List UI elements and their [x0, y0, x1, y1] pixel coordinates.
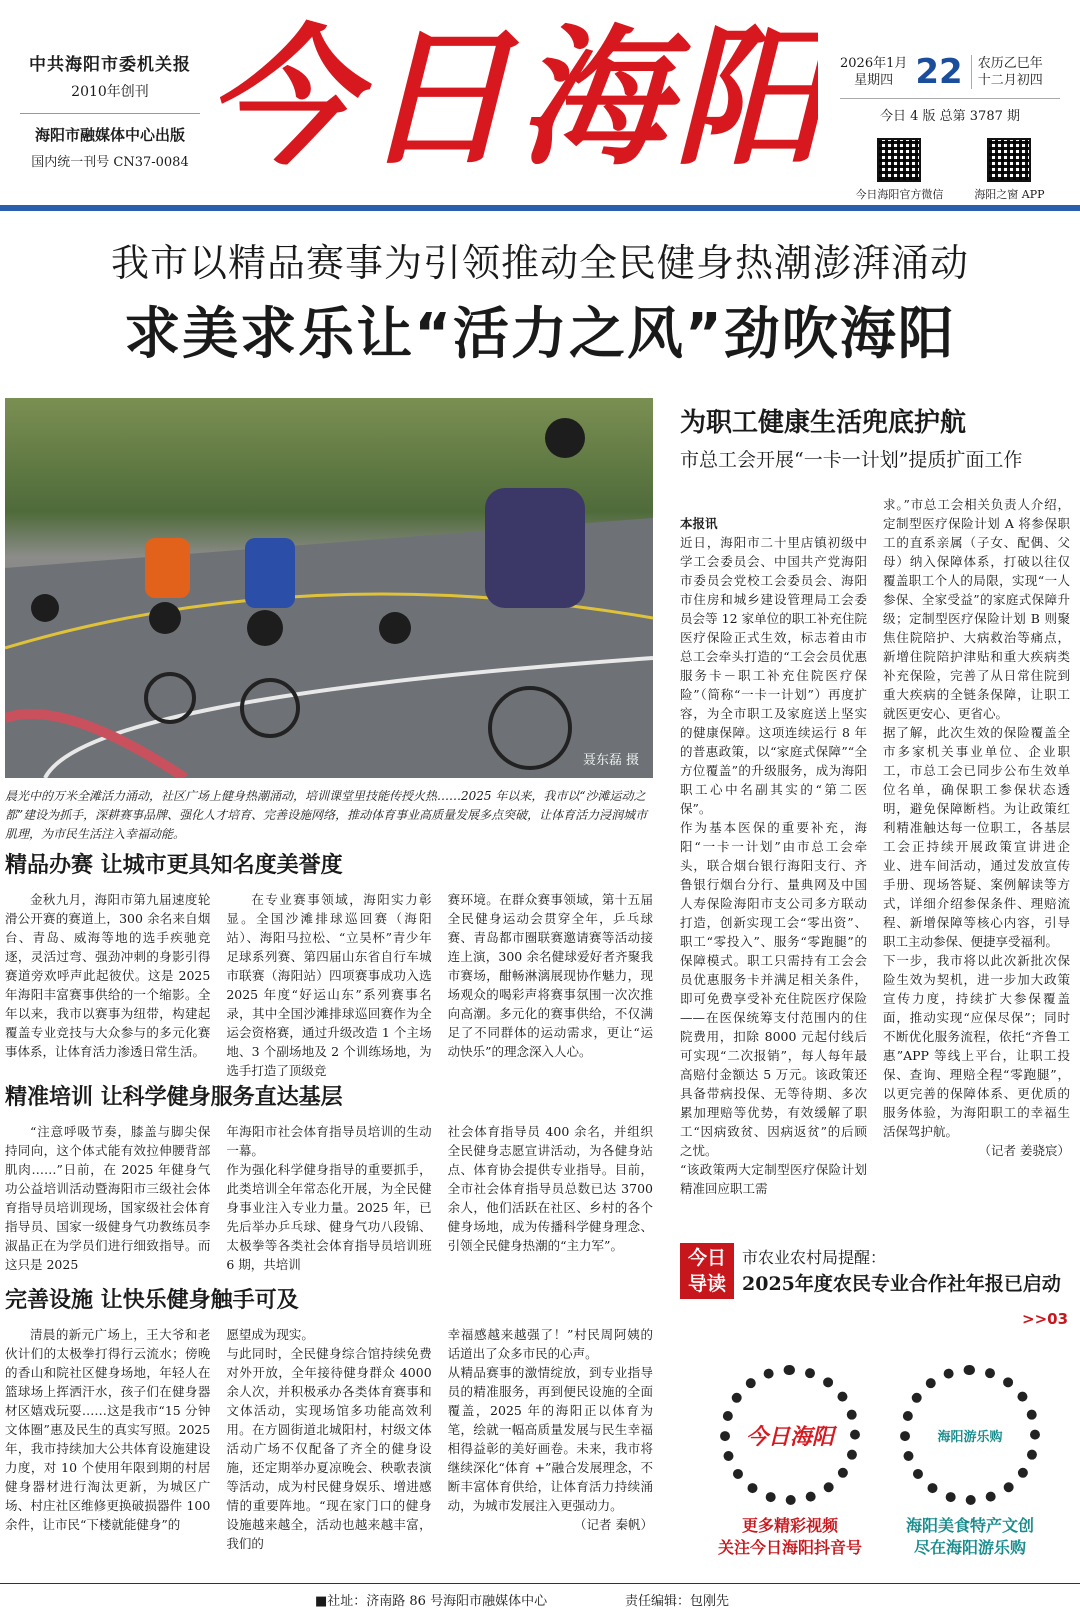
today-guide[interactable] — [680, 1243, 1070, 1303]
date-day: 22 — [915, 52, 963, 92]
youlegou-promo[interactable] — [880, 1365, 1060, 1559]
wechat-qr-icon[interactable] — [877, 138, 921, 182]
promo1-caption1: 更多精彩视频 — [741, 1516, 838, 1535]
section1-col1: 金秋九月，海阳市第九届速度轮滑公开赛的赛道上，300 余名来自烟台、青岛、威海等地的选手疾驰竞逐，灵活过弯、强劲冲刺的身影引得赛道旁欢呼声此起彼伏。这是 2025 年海阳丰富赛事供给的一个缩影。全年以来，我市以赛事为纽带，构建起覆盖专业竞技与大众参与的多元化赛事体系，让体育活力渗透日常生活。 — [5, 892, 211, 1059]
youlegou-qr-icon[interactable] — [900, 1365, 1040, 1505]
qr-caption-app: 海阳之窗 APP — [974, 188, 1045, 201]
section3-title: 完善设施 让快乐健身触手可及 — [5, 1288, 299, 1313]
issn: 国内统一刊号 CN37-0084 — [31, 155, 189, 170]
section3-col1: 清晨的新元广场上，王大爷和老伙计们的太极拳打得行云流水；傍晚的香山和院社区健身场地，年轻人在篮球场上挥洒汗水，孩子们在健身器材区嬉戏玩耍……这是我市“15 分钟文体圈”惠及民生的真实写照。2025 年，我市持续加大公共体育设施建设力度，对 10 个使用年限到期的村居健身器材进行淘汰更新，为城区广场、村庄社区维修更换破损器件 100 余件，让市民“下楼就能健身”的 — [5, 1327, 211, 1532]
douyin-promo[interactable] — [700, 1365, 880, 1559]
lead-headline: 求美求乐让“活力之风”劲吹海阳 — [124, 302, 956, 367]
right-col1: 近日，海阳市二十里店镇初级中学工会委员会、中国共产党海阳市委员会党校工会委员会、海阳市住房和城乡建设管理局工会委员会等 12 家单位的职工补充住院医疗保险正式生效，标志着由市总工会牵头打造的“工会会员优惠服务卡－职工补充住院医疗保险”（简称“一卡一计划”）再度扩容，为全市职工及家庭送上坚实的健康保障。这项连续运行 8 年的普惠政策，以“家庭式保障”“全方位覆盖”的升级服务，成为海阳职工心中名副其实的“第二医保”。 作为基本医保的重要补充，海阳“一卡一计划”由市总工会牵头，联合烟台银行海阳支行、齐鲁银行烟台分行、量典网及中国人寿保险海阳市支公司多方联动打造，创新实现工会“零出资”、职工“零投入”、服务“零跑腿”的保障模式。职工只需持有工会会员优惠服务卡并满足相关条件，即可免费享受补充住院医疗保险——在医保统筹支付范围内的住院费用，扣除 8000 元起付线后可实现“二次报销”，每人每年最高赔付金额达 5 万元。该政策还具备带病投保、无等待期、多次累加理赔等优势，有效缓解了职工“因病致贫、因病返贫”的后顾之忧。 “该政策两大定制型医疗保险计划精准回应职工需 — [680, 535, 867, 1196]
section2-title: 精准培训 让科学健身服务直达基层 — [5, 1085, 343, 1110]
section2-col2: 年海阳市社会体育指导员培训的生动一幕。 作为强化科学健身指导的重要抓手，此类培训全年常态化开展，为全民健身事业注入专业力量。2025 年，已先后举办乒乓球、健身气功八段锦、太极拳等各类社会体育指导员培训班 6 期，共培训 — [226, 1124, 432, 1272]
publisher: 海阳市融媒体中心出版 — [34, 126, 185, 144]
section3-byline: （记者 秦帆） — [574, 1517, 653, 1532]
promo2-logo: 海阳游乐购 — [937, 1429, 1003, 1445]
guide-badge: 今日 导读 — [680, 1243, 734, 1299]
photo-caption: 晨光中的万米全滩活力涌动，社区广场上健身热潮涌动，培训课堂里技能传授火热……2025 年以来，我市以“沙滩运动之都”建设为抓手，深耕赛事品牌、强化人才培育、完善设施网络，推动体育事业高质量发展多点突破，让体育活力浸润城市肌理，为市民生活注入幸福动能。 — [5, 789, 648, 841]
footer-address: ■社址：济南路 86 号海阳市融媒体中心 — [315, 1594, 548, 1609]
section2-col1: “注意呼吸节奏，膝盖与脚尖保持同向，这个体式能有效拉伸腰背部肌肉……”日前，在 2025 年健身气功公益培训活动暨海阳市三级社会体育指导员培训现场，国家级社会体育指导员、国家一级健身气功教练员李淑晶正在为学员们进行细致指导。而这只是 2025 — [5, 1124, 211, 1272]
guide-line1: 市农业农村局提醒： — [742, 1248, 887, 1267]
masthead-left — [20, 50, 200, 170]
app-qr-icon[interactable] — [987, 138, 1031, 182]
newspaper-logo — [218, 0, 818, 175]
footer-rule — [0, 1583, 1080, 1584]
lead-tag: 本报讯 — [680, 516, 718, 531]
section3-col2: 愿望成为现实。 与此同时，全民健身综合馆持续免费对外开放，全年接待健身群众 4000 余人次，并积极承办各类体育赛事和文体活动，实现场馆多功能高效利用。在方圆街道北城阳村，村级文体活动广场不仅配备了齐全的健身设施，还定期举办夏凉晚会、秧歌表演等活动，成为村民健身娱乐、增进感情的重要阵地。“现在家门口的健身设施越来越全，活动也越来越丰富，我们的 — [226, 1327, 432, 1551]
logo-text: 今日海阳 — [218, 10, 818, 175]
right-col2: 求。”市总工会相关负责人介绍，定制型医疗保险计划 A 将参保职工的直系亲属（子女、配偶、父母）纳入保障体系，打破以往仅覆盖职工个人的局限，实现“一人参保、全家受益”的家庭式保障升级；定制型医疗保险计划 B 则聚焦住院陪护、大病救治等痛点，新增住院陪护津贴和重大疾病类补充保险，完善了从日常住院到重大疾病的全链条保障，让职工就医更安心、更省心。 据了解，此次生效的保险覆盖全市多家机关事业单位、企业职工，市总工会已同步公布生效单位名单，确保职工参保状态透明，避免保障断档。为让政策红利精准触达每一位职工，各基层工会正持续开展政策宣讲进企业、进车间活动，通过发放宣传手册、现场答疑、案例解读等方式，详细介绍参保条件、理赔流程、新增保障等核心内容，引导职工主动参保、便捷享受福利。 下一步，我市将以此次新批次保险生效为契机，进一步加大政策宣传力度，持续扩大参保覆盖面，推动实现“应保尽保”；同时不断优化服务流程，依托“齐鲁工惠”APP 等线上平台，让职工投保、查询、理赔全程“零跑腿”，以更完善的保障体系、更优质的服务体验，为海阳职工的幸福生活保驾护航。 — [883, 497, 1070, 1139]
lead-kicker: 我市以精品赛事为引领推动全民健身热潮澎湃涌动 — [110, 241, 969, 285]
divider — [20, 113, 200, 114]
right-article-title: 为职工健康生活兜底护航 — [680, 408, 967, 438]
section1-body — [5, 890, 653, 1080]
section3-body — [5, 1325, 653, 1553]
right-article-subtitle: 市总工会开展“一卡一计划”提质扩面工作 — [680, 449, 1023, 471]
edition-info: 今日 4 版 总第 3787 期 — [879, 109, 1021, 124]
promo1-caption2: 关注今日海阳抖音号 — [717, 1538, 862, 1557]
footer-editor: 责任编辑：包刚先 — [625, 1594, 730, 1609]
founded-year: 2010年创刊 — [71, 84, 149, 100]
section2-col3: 社会体育指导员 400 余名，并组织全民健身志愿宣讲活动，为各健身站点、体育协会提供专业指导。目前，全市社会体育指导员总数已达 3700 余人，他们活跃在社区、乡村的各个健身场地，成为传播科学健身理念、引领全民健身热潮的“主力军”。 — [447, 1124, 653, 1253]
section1-col3: 赛环境。在群众赛事领域，第十五届全民健身运动会贯穿全年，乒乓球赛、青岛都市圈联赛邀请赛等活动接连上演，300 余名健球爱好者齐聚我市赛场，酣畅淋漓展现协作魅力，现场观众的喝彩声将赛事氛围一次次推向高潮。多元化的赛事供给，不仅满足了不同群体的运动需求，更让“运动快乐”的理念深入人心。 — [447, 892, 653, 1059]
newspaper-organ: 中共海阳市委机关报 — [29, 55, 191, 75]
lunar-year: 农历乙巳年 — [977, 56, 1043, 71]
date-year-month: 2026年1月 — [840, 56, 908, 71]
photo-credit: 聂东磊 摄 — [582, 753, 639, 768]
lunar-date: 十二月初四 — [977, 73, 1043, 88]
date-box — [840, 52, 1060, 202]
guide-page-link[interactable]: >>03 — [1022, 1310, 1069, 1328]
masthead-rule — [0, 205, 1080, 211]
promo1-logo: 今日海阳 — [745, 1423, 834, 1450]
promo2-caption2: 尽在海阳游乐购 — [913, 1538, 1026, 1557]
section3-col3: 幸福感越来越强了！”村民周阿姨的话道出了众多市民的心声。 从精品赛事的激情绽放，到专业指导员的精准服务，再到便民设施的全面覆盖，2025 年的海阳正以体育为笔，绘就一幅高质量发展与民生幸福相得益彰的美好画卷。未来，我市将继续深化“体育 +”融合发展理念，不断丰富体育供给，让体育活力持续涌动，为城市发展注入更强动力。 — [447, 1327, 653, 1513]
douyin-qr-icon[interactable] — [720, 1365, 860, 1505]
qr-caption-wechat: 今日海阳官方微信 — [855, 188, 944, 201]
section1-title: 精品办赛 让城市更具知名度美誉度 — [5, 853, 343, 878]
right-article-body — [680, 495, 1070, 1198]
date-weekday: 星期四 — [854, 73, 894, 88]
guide-headline[interactable]: 2025年度农民专业合作社年报已启动 — [742, 1273, 1061, 1295]
section1-col2: 在专业赛事领域，海阳实力彰显。全国沙滩排球巡回赛（海阳站）、海阳马拉松、“立昊杯”青少年足球系列赛、第四届山东省自行车城市联赛（海阳站）四项赛事成功入选 2025 年度“好运山东”系列赛事名录，其中全国沙滩排球巡回赛作为全运会资格赛，通过升级改造 1 个主场地、3 个副场地及 2 个训练场地，为选手打造了顶级竞 — [226, 892, 432, 1078]
lead-photo — [5, 398, 653, 778]
promo2-caption1: 海阳美食特产文创 — [905, 1516, 1034, 1535]
right-byline: （记者 姜骁宸） — [978, 1143, 1070, 1158]
section2-body — [5, 1122, 653, 1274]
